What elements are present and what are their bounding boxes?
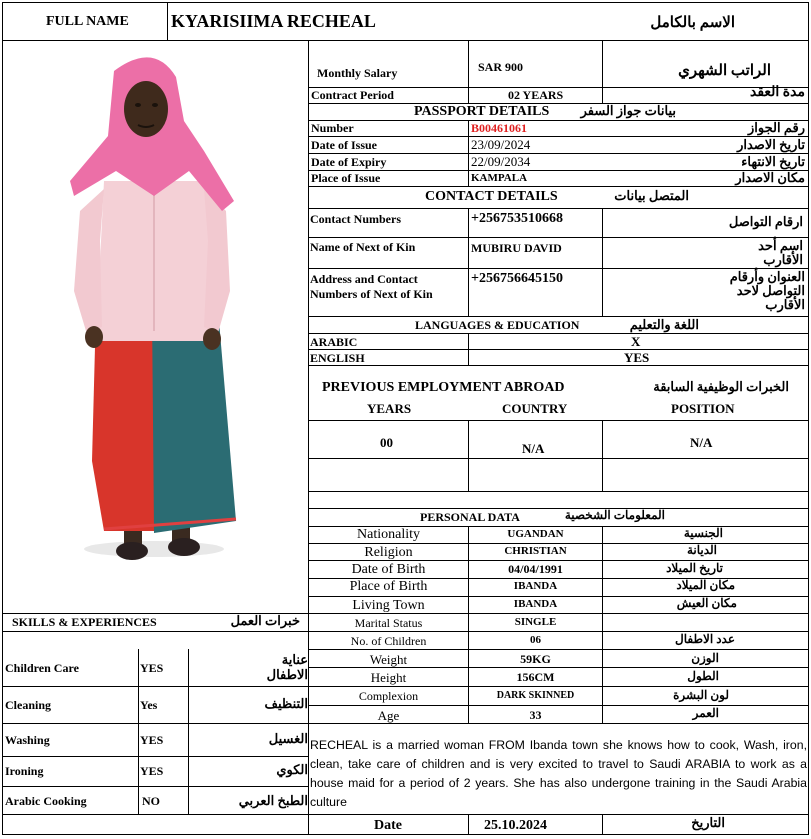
height-label: Height [370, 670, 407, 685]
religion-ar: الديانة [686, 543, 717, 557]
passport-place-value: KAMPALA [471, 172, 528, 184]
contact-heading-ar: المتصل بيانات [614, 188, 689, 203]
passport-number-value: B00461061 [471, 121, 528, 135]
contact-numbers-value: +256753510668 [471, 211, 563, 226]
person-photo-icon [4, 41, 304, 607]
kin-name-value: MUBIRU DAVID [471, 241, 562, 255]
passport-issue-label: Date of Issue [311, 138, 377, 152]
contact-numbers-ar: ارقام التواصل [728, 214, 803, 229]
children-value: 06 [530, 634, 541, 646]
dob-ar: تاريخ الميلاد [666, 561, 723, 575]
col-position-header: POSITION [671, 401, 735, 416]
skills-heading: SKILLS & EXPERIENCES [12, 615, 157, 629]
skill-washing-label: Washing [5, 733, 50, 747]
pob-label: Place of Birth [349, 579, 428, 594]
weight-label: Weight [369, 652, 408, 667]
passport-issue-value: 23/09/2024 [471, 137, 531, 152]
skill-children-label: Children Care [5, 661, 79, 675]
candidate-photo [4, 41, 304, 607]
period-ar: مدة العقد [749, 85, 805, 100]
passport-issue-ar: تاريخ الاصدار [737, 137, 805, 152]
skill-washing-ar: الغسيل [268, 731, 308, 746]
children-ar: عدد الاطفال [675, 632, 735, 646]
lang-arabic-value: X [631, 334, 641, 349]
employment-years: 00 [380, 435, 393, 450]
col-country-header: COUNTRY [502, 401, 568, 416]
nationality-ar: الجنسية [683, 526, 723, 540]
children-label: No. of Children [350, 634, 427, 648]
marital-value: SINGLE [514, 616, 557, 628]
languages-heading: LANGUAGES & EDUCATION [415, 318, 580, 332]
date-ar: التاريخ [691, 815, 725, 830]
passport-expiry-value: 22/09/2034 [471, 154, 531, 169]
passport-place-label: Place of Issue [311, 171, 381, 185]
passport-place-ar: مكان الاصدار [735, 170, 805, 185]
complexion-ar: لون البشرة [673, 688, 729, 702]
skill-cooking-label: Arabic Cooking [5, 794, 87, 808]
date-label: Date [374, 818, 402, 833]
languages-heading-ar: اللغة والتعليم [629, 317, 699, 332]
passport-heading-ar: بيانات جواز السفر [580, 103, 676, 118]
pob-value: IBANDA [513, 580, 558, 592]
skill-cooking-ar: الطبخ العربي [238, 793, 308, 808]
skills-heading-ar: خبرات العمل [230, 613, 300, 628]
employment-heading: PREVIOUS EMPLOYMENT ABROAD [322, 380, 565, 395]
col-years-header: YEARS [367, 401, 412, 416]
employment-country: N/A [522, 441, 545, 456]
skill-cleaning-value: Yes [140, 698, 158, 712]
passport-heading: PASSPORT DETAILS [414, 104, 550, 119]
salary-label: Monthly Salary [317, 66, 398, 80]
skill-cleaning-label: Cleaning [5, 698, 52, 712]
complexion-label: Complexion [358, 689, 419, 703]
skill-ironing-ar: الكوي [276, 762, 308, 777]
height-value: 156CM [516, 670, 555, 684]
kin-address-label: Address and Contact Numbers of Next of Kin [310, 272, 433, 301]
contact-numbers-label: Contact Numbers [310, 212, 401, 226]
weight-value: 59KG [520, 652, 551, 666]
skill-children-ar: عناية الاطفال [266, 652, 308, 682]
kin-address-ar: العنوان وأرقام التواصل لاحد الأقارب [729, 269, 805, 312]
date-value: 25.10.2024 [484, 818, 547, 833]
pob-ar: مكان الميلاد [676, 578, 735, 592]
complexion-value: DARK SKINNED [496, 690, 575, 701]
nationality-value: UGANDAN [507, 528, 564, 540]
full-name-label: FULL NAME [46, 14, 129, 29]
lang-english-value: YES [624, 350, 650, 365]
religion-label: Religion [364, 545, 413, 560]
height-ar: الطول [687, 669, 719, 683]
marital-label: Marital Status [354, 616, 423, 630]
skill-children-value: YES [140, 661, 164, 675]
kin-name-ar: اسم أحد الأقارب [758, 238, 803, 267]
age-label: Age [377, 708, 400, 723]
full-name-value: KYARISIIMA RECHEAL [171, 11, 376, 31]
skill-cooking-value: NO [142, 794, 160, 808]
contact-heading: CONTACT DETAILS [425, 189, 558, 204]
period-value: 02 YEARS [508, 88, 564, 102]
dob-label: Date of Birth [351, 562, 426, 577]
lang-arabic-label: ARABIC [310, 335, 358, 349]
employment-position: N/A [690, 435, 713, 450]
religion-value: CHRISTIAN [504, 545, 567, 557]
salary-ar: الراتب الشهري [678, 63, 771, 79]
lang-english-label: ENGLISH [310, 351, 365, 365]
candidate-description: RECHEAL is a married woman FROM Ibanda town she knows how to cook, Wash, iron, clean, take care of children and is very excited to travel to Saudi ARABIA to work as a house maid for a period of 2 years. She has also undergone training in the Saudi Arabia culture [310, 738, 807, 809]
skill-washing-value: YES [140, 733, 164, 747]
age-ar: العمر [692, 706, 719, 720]
salary-value: SAR 900 [478, 60, 524, 74]
passport-expiry-label: Date of Expiry [311, 155, 387, 169]
nationality-label: Nationality [357, 527, 420, 542]
period-label: Contract Period [311, 88, 394, 102]
full-name-ar: الاسم بالكامل [650, 15, 735, 31]
weight-ar: الوزن [691, 651, 719, 665]
living-town-value: IBANDA [513, 598, 558, 610]
employment-heading-ar: الخبرات الوظيفية السابقة [653, 379, 789, 394]
skill-cleaning-ar: التنظيف [264, 696, 308, 711]
living-town-ar: مكان العيش [676, 596, 737, 610]
dob-value: 04/04/1991 [508, 562, 563, 576]
living-town-label: Living Town [352, 598, 425, 613]
personal-heading-ar: المعلومات الشخصية [564, 508, 665, 522]
skill-ironing-label: Ironing [5, 764, 44, 778]
passport-expiry-ar: تاريخ الانتهاء [741, 154, 805, 169]
kin-name-label: Name of Next of Kin [310, 240, 416, 254]
passport-number-label: Number [311, 121, 354, 135]
personal-heading: PERSONAL DATA [420, 510, 520, 524]
skill-ironing-value: YES [140, 764, 164, 778]
age-value: 33 [529, 708, 542, 722]
passport-number-ar: رقم الجواز [748, 120, 805, 135]
kin-address-value: +256756645150 [471, 271, 563, 286]
